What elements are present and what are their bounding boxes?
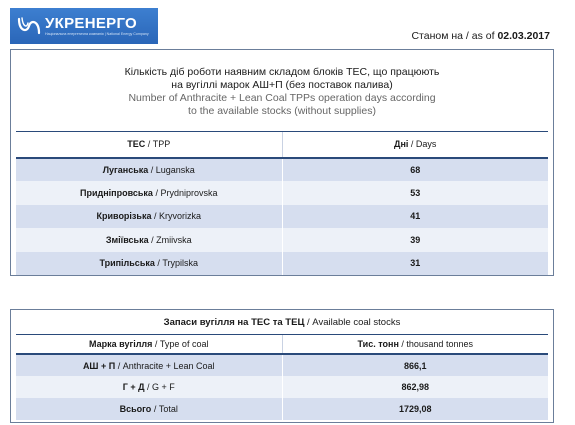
coal-stocks-title: Запаси вугілля на ТЕС та ТЕЦ / Available coal stocks [163, 317, 401, 329]
logo-wave-icon [16, 15, 42, 37]
tpp-name-cell: Криворізька / Kryvorizka [16, 205, 282, 229]
table-row [16, 354, 548, 376]
table-row [16, 158, 548, 182]
quantity-value-cell: 866,1 [282, 354, 548, 376]
table-row [16, 181, 548, 205]
operation-days-panel [10, 49, 554, 276]
title-en-line-1: Number of Anthracite + Lean Coal TPPs operation days according [128, 92, 436, 104]
operation-days-table [16, 131, 548, 275]
days-value-cell: 68 [282, 158, 548, 182]
tpp-name-cell: Зміївська / Zmiivska [16, 228, 282, 252]
coal-stocks-table [16, 312, 548, 420]
title-uk-line-1: Кількість діб роботи наявним складом блоків ТЕС, що працюють [124, 66, 440, 78]
tpp-name-cell: Луганська / Luganska [16, 158, 282, 182]
logo-name: УКРЕНЕРГО [45, 15, 138, 32]
table-row [16, 252, 548, 276]
tpp-name-cell: Придніпровська / Prydniprovska [16, 181, 282, 205]
days-value-cell: 53 [282, 181, 548, 205]
tpp-name-cell: Трипільська / Trypilska [16, 252, 282, 276]
table-row [16, 228, 548, 252]
column-header-quantity: Тис. тонн / thousand tonnes [282, 334, 548, 354]
table-row [16, 376, 548, 398]
operation-days-title [11, 50, 553, 130]
column-header-days: Дні / Days [282, 132, 548, 158]
column-header-tpp: ТЕС / TPP [16, 132, 282, 158]
logo-tagline: Національна енергетична компанія | National Energy Company [45, 32, 149, 36]
company-logo [10, 8, 158, 44]
table-header-row [16, 334, 548, 354]
quantity-value-cell: 1729,08 [282, 398, 548, 420]
coal-type-cell: АШ + П / Anthracite + Lean Coal [16, 354, 282, 376]
title-uk-line-2: на вугіллі марок АШ+П (без поставок палива) [171, 79, 393, 91]
quantity-value-cell: 862,98 [282, 376, 548, 398]
days-value-cell: 39 [282, 228, 548, 252]
as-of-date-label [411, 30, 550, 42]
days-value-cell: 31 [282, 252, 548, 276]
column-header-coal-type: Марка вугілля / Type of coal [16, 334, 282, 354]
table-header-row [16, 132, 548, 158]
as-of-prefix: Станом на / as of [411, 30, 495, 42]
coal-type-cell: Г + Д / G + F [16, 376, 282, 398]
coal-stocks-title-row [16, 312, 548, 334]
title-en-line-2: to the available stocks (without supplies) [188, 105, 376, 117]
table-row [16, 205, 548, 229]
coal-stocks-panel [10, 309, 554, 423]
as-of-date: 02.03.2017 [497, 30, 550, 42]
table-row [16, 398, 548, 420]
coal-type-cell: Всього / Total [16, 398, 282, 420]
days-value-cell: 41 [282, 205, 548, 229]
